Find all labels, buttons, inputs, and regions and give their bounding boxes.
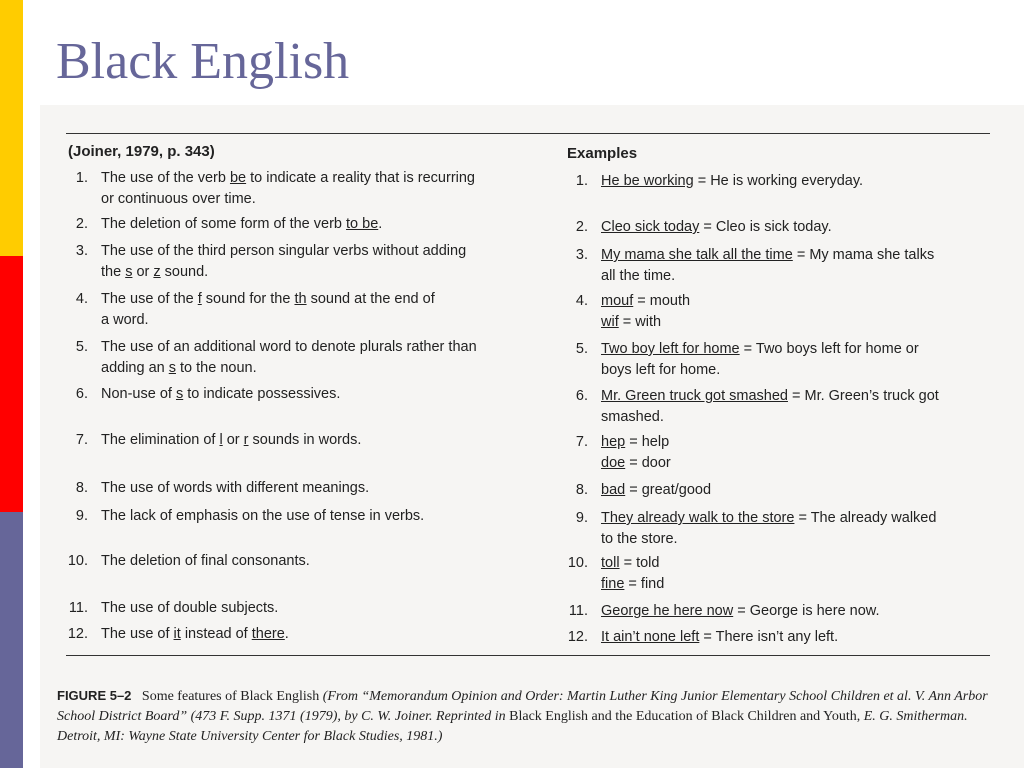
caption-source-c: E. G. Smitherman. Detroit, MI: Wayne State University Center for Black Studies, 1981.) bbox=[57, 709, 968, 744]
feature-number: 1. bbox=[75, 170, 88, 186]
slide-title: Black English bbox=[56, 33, 350, 90]
feature-number: 10. bbox=[67, 553, 88, 569]
feature-number: 4. bbox=[75, 291, 88, 307]
feature-text bbox=[101, 168, 546, 210]
feature-number: 6. bbox=[75, 386, 88, 402]
feature-number: 8. bbox=[75, 480, 88, 496]
feature-text-part: The use of the third person singular verbs without adding bbox=[101, 243, 467, 259]
example-number: 6. bbox=[575, 388, 588, 404]
feature-number: 12. bbox=[67, 626, 88, 642]
feature-text-part: to the noun. bbox=[175, 360, 257, 376]
feature-text-part: a word. bbox=[101, 312, 149, 328]
caption-title: Some features of Black English bbox=[141, 689, 320, 704]
feature-number: 7. bbox=[75, 432, 88, 448]
feature-text-part: The use of words with different meanings. bbox=[101, 480, 370, 496]
example-text-part: My mama she talk all the time bbox=[601, 247, 793, 263]
example-text-part: It ain’t none left bbox=[601, 629, 700, 645]
feature-text bbox=[101, 214, 546, 235]
feature-text bbox=[101, 598, 546, 619]
feature-text-part: z bbox=[153, 264, 161, 280]
feature-number: 11. bbox=[68, 600, 88, 616]
example-text-part: = He is working everyday. bbox=[693, 173, 864, 189]
feature-text-part: sound for the bbox=[201, 291, 295, 307]
feature-text-part: or continuous over time. bbox=[101, 191, 256, 207]
example-text-part: = mouth bbox=[633, 293, 691, 309]
example-number: 2. bbox=[575, 219, 588, 235]
example-number: 4. bbox=[575, 293, 588, 309]
feature-text-part: The use of the bbox=[101, 291, 198, 307]
feature-text-part: . bbox=[378, 216, 383, 232]
feature-text-part: sounds in words. bbox=[248, 432, 362, 448]
example-text-part: = George is here now. bbox=[733, 603, 880, 619]
example-text bbox=[601, 480, 996, 501]
feature-text-part: s bbox=[175, 386, 184, 402]
feature-text-part: . bbox=[284, 626, 289, 642]
feature-text-part: to indicate possessives. bbox=[183, 386, 341, 402]
feature-text-part: l bbox=[219, 432, 223, 448]
example-text bbox=[601, 171, 996, 192]
feature-text-part: s bbox=[168, 360, 176, 376]
feature-text-part: instead of bbox=[180, 626, 252, 642]
feature-text-part: s bbox=[125, 264, 133, 280]
example-text-part: all the time. bbox=[601, 268, 676, 284]
feature-text-part: r bbox=[243, 432, 249, 448]
feature-text-part: to be bbox=[346, 216, 379, 232]
example-text-part: Mr. Green truck got smashed bbox=[601, 388, 788, 404]
example-text-part: mouf bbox=[601, 293, 634, 309]
example-text-part: George he here now bbox=[601, 603, 734, 619]
feature-text-part: or bbox=[222, 432, 244, 448]
example-text-part: = My mama she talks bbox=[792, 247, 935, 263]
caption-source-b: Black English and the Education of Black Children and Youth, bbox=[509, 709, 861, 724]
example-text-part: Cleo sick today bbox=[601, 219, 700, 235]
example-text-part: = find bbox=[624, 576, 665, 592]
feature-text bbox=[101, 241, 546, 283]
example-text bbox=[601, 508, 996, 550]
example-text-part: = great/good bbox=[625, 482, 712, 498]
accent-bar-red bbox=[0, 256, 23, 512]
feature-text bbox=[101, 624, 546, 645]
feature-text-part: the bbox=[101, 264, 126, 280]
feature-text-part: there bbox=[251, 626, 285, 642]
feature-text-part: adding an bbox=[101, 360, 169, 376]
example-text bbox=[601, 601, 996, 622]
example-text-part: boys left for home. bbox=[601, 362, 721, 378]
example-number: 1. bbox=[575, 173, 588, 189]
example-text-part: wif bbox=[601, 314, 619, 330]
feature-number: 5. bbox=[75, 339, 88, 355]
feature-number: 9. bbox=[75, 508, 88, 524]
example-text-part: = told bbox=[619, 555, 660, 571]
example-text bbox=[601, 553, 996, 595]
example-text-part: = Two boys left for home or bbox=[739, 341, 919, 357]
example-text-part: toll bbox=[601, 555, 620, 571]
example-text bbox=[601, 245, 996, 287]
feature-text bbox=[101, 506, 546, 527]
feature-text-part: Non-use of bbox=[101, 386, 176, 402]
feature-text-part: The use of double subjects. bbox=[101, 600, 279, 616]
feature-text-part: The deletion of some form of the verb bbox=[101, 216, 347, 232]
example-text-part: = Mr. Green’s truck got bbox=[787, 388, 939, 404]
feature-text-part: The lack of emphasis on the use of tense in verbs. bbox=[101, 508, 425, 524]
example-number: 5. bbox=[575, 341, 588, 357]
example-text-part: bad bbox=[601, 482, 626, 498]
example-text-part: He be working bbox=[601, 173, 694, 189]
example-text bbox=[601, 386, 996, 428]
example-text-part: hep bbox=[601, 434, 626, 450]
left-header: (Joiner, 1979, p. 343) bbox=[68, 143, 215, 160]
example-text-part: = There isn’t any left. bbox=[699, 629, 839, 645]
example-text-part: = door bbox=[625, 455, 671, 471]
figure-caption bbox=[57, 686, 1002, 747]
example-text bbox=[601, 291, 996, 333]
feature-text-part: The use of the verb bbox=[101, 170, 230, 186]
example-text-part: = The already walked bbox=[794, 510, 937, 526]
feature-text bbox=[101, 551, 546, 572]
caption-source-a: (From “Memorandum Opinion and Order: Martin Luther King Junior Elementary School Children et al. V. Ann Arbor School District Board” (473 F. Supp. 1371 (1979), by C. W. Joiner. Reprinted in bbox=[57, 689, 988, 724]
example-text bbox=[601, 627, 996, 648]
example-text-part: Two boy left for home bbox=[601, 341, 740, 357]
feature-number: 3. bbox=[75, 243, 88, 259]
example-text bbox=[601, 339, 996, 381]
example-text-part: doe bbox=[601, 455, 626, 471]
feature-text bbox=[101, 430, 546, 451]
accent-bar-yellow bbox=[0, 0, 23, 256]
feature-text-part: The use of an additional word to denote plurals rather than bbox=[101, 339, 477, 355]
feature-text bbox=[101, 337, 546, 379]
example-number: 3. bbox=[575, 247, 588, 263]
feature-text-part: be bbox=[229, 170, 247, 186]
example-number: 7. bbox=[575, 434, 588, 450]
example-text-part: smashed. bbox=[601, 409, 664, 425]
accent-bar-blue bbox=[0, 512, 23, 768]
feature-text-part: or bbox=[132, 264, 154, 280]
examples-header: Examples bbox=[567, 145, 638, 162]
bottom-rule bbox=[66, 655, 990, 656]
feature-text-part: The use of bbox=[101, 626, 174, 642]
example-text bbox=[601, 217, 996, 238]
feature-text-part: The elimination of bbox=[101, 432, 220, 448]
feature-text-part: sound at the end of bbox=[306, 291, 435, 307]
example-number: 11. bbox=[568, 603, 588, 619]
example-text bbox=[601, 432, 996, 474]
feature-text-part: to indicate a reality that is recurring bbox=[246, 170, 475, 186]
feature-text-part: th bbox=[294, 291, 307, 307]
example-text-part: = help bbox=[625, 434, 670, 450]
example-text-part: = with bbox=[618, 314, 662, 330]
feature-text-part: sound. bbox=[160, 264, 209, 280]
example-number: 10. bbox=[567, 555, 588, 571]
feature-text bbox=[101, 384, 546, 405]
example-number: 9. bbox=[575, 510, 588, 526]
feature-text-part: it bbox=[173, 626, 181, 642]
feature-text bbox=[101, 478, 546, 499]
example-number: 12. bbox=[567, 629, 588, 645]
feature-text-part: The deletion of final consonants. bbox=[101, 553, 310, 569]
example-number: 8. bbox=[575, 482, 588, 498]
caption-label: FIGURE 5–2 bbox=[57, 688, 132, 703]
example-text-part: They already walk to the store bbox=[601, 510, 795, 526]
feature-text-part: f bbox=[197, 291, 202, 307]
example-text-part: fine bbox=[601, 576, 625, 592]
example-text-part: to the store. bbox=[601, 531, 678, 547]
top-rule bbox=[66, 133, 990, 134]
feature-text bbox=[101, 289, 546, 331]
example-text-part: = Cleo is sick today. bbox=[699, 219, 832, 235]
feature-number: 2. bbox=[75, 216, 88, 232]
